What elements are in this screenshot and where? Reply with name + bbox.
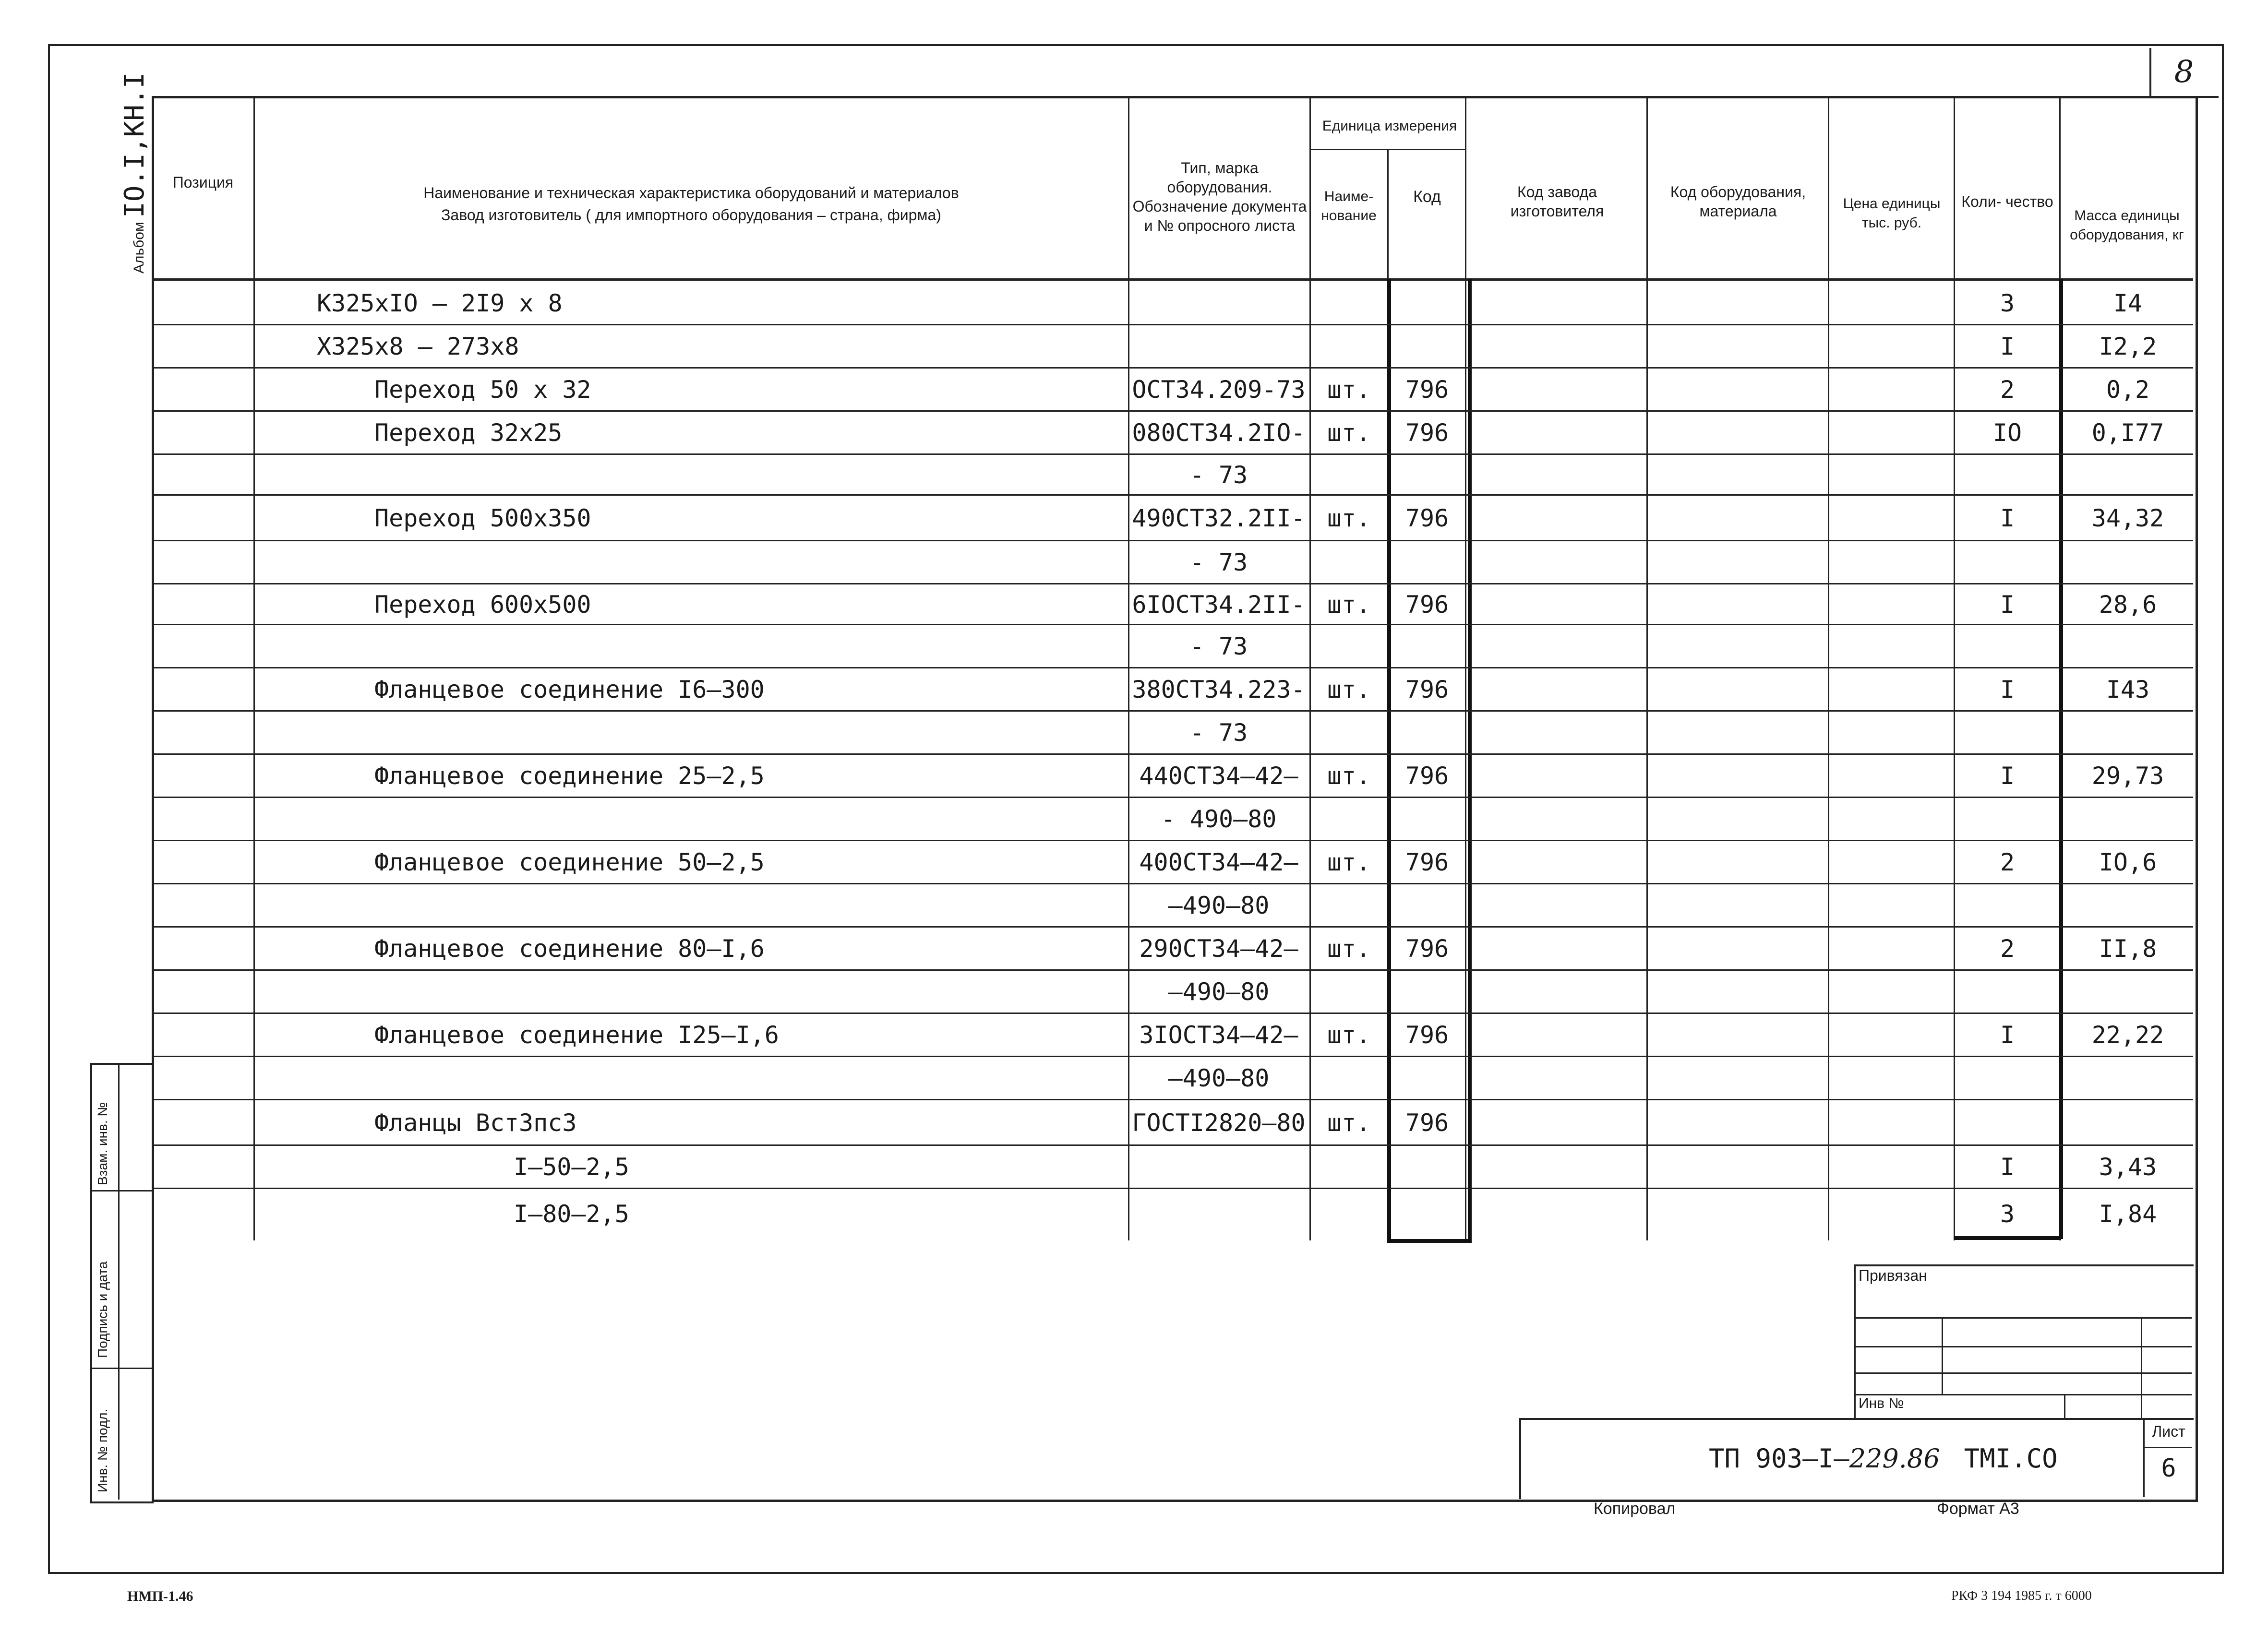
row-name: Фланцевое соединение 25–2,5 — [374, 762, 765, 790]
row-mass: 3,43 — [2099, 1153, 2157, 1181]
row-mass: 0,I77 — [2091, 419, 2164, 447]
row-mass: I43 — [2106, 676, 2150, 703]
row-qty: I — [2000, 676, 2015, 703]
row-unit: шт. — [1327, 848, 1371, 876]
header-name-1: Наименование и техническая характеристика оборудований и материалов — [423, 184, 959, 202]
privyazan-label: Привязан — [1859, 1267, 1927, 1284]
row-unit-code: 796 — [1405, 935, 1449, 963]
header-plant-code: Код завода изготовителя — [1510, 183, 1604, 220]
row-unit-code: 796 — [1405, 590, 1449, 619]
row-type: - 73 — [1189, 632, 1248, 660]
row-type: 6IОСТ34.2II- — [1132, 590, 1306, 619]
row-unit-code: 796 — [1405, 419, 1449, 447]
bold-qty-bottom — [1954, 1236, 2061, 1240]
row-separator — [152, 540, 2193, 541]
row-separator — [152, 797, 2193, 798]
row-type: 400СТ34–42– — [1139, 848, 1298, 876]
album-label-prefix: Альбом — [131, 222, 147, 274]
row-mass: 29,73 — [2091, 762, 2164, 790]
row-separator — [152, 710, 2193, 712]
list-number: 6 — [2161, 1454, 2176, 1483]
row-unit: шт. — [1327, 762, 1371, 790]
row-unit: шт. — [1327, 935, 1371, 963]
header-name-2: Завод изготовитель ( для импортного оборудования – страна, фирма) — [441, 206, 941, 224]
row-unit-code: 796 — [1405, 848, 1449, 876]
row-type: - 490–80 — [1161, 805, 1277, 833]
row-separator — [152, 494, 2193, 496]
row-mass: 34,32 — [2091, 504, 2164, 532]
row-name: К325хIО – 2I9 х 8 — [317, 289, 563, 317]
row-unit-code: 796 — [1405, 376, 1449, 404]
row-unit: шт. — [1327, 1021, 1371, 1049]
row-type: 380СТ34.223- — [1132, 676, 1306, 703]
row-mass: 0,2 — [2106, 376, 2150, 404]
row-separator — [152, 883, 2193, 884]
row-mass: II,8 — [2099, 935, 2157, 963]
row-unit: шт. — [1327, 504, 1371, 532]
row-qty: 3 — [2000, 1200, 2015, 1228]
row-type: - 73 — [1189, 548, 1248, 576]
row-separator — [152, 324, 2193, 325]
header-qty: Коли- чество — [1961, 193, 2053, 210]
row-type: 490СТ32.2II- — [1132, 504, 1306, 532]
title-block-list-line — [2143, 1447, 2192, 1448]
row-unit-code: 796 — [1405, 676, 1449, 703]
header-price: Цена единицы тыс. руб. — [1843, 196, 1941, 231]
side-stamp-divider — [118, 1063, 120, 1500]
row-name: Фланцевое соединение I6–300 — [374, 676, 765, 703]
row-mass: I2,2 — [2099, 333, 2157, 360]
header-equip-code: Код оборудования, материала — [1670, 183, 1806, 220]
row-qty: 2 — [2000, 935, 2015, 963]
footer-left: НМП-1.46 — [127, 1588, 193, 1604]
row-type: –490–80 — [1168, 1064, 1270, 1092]
row-separator — [152, 624, 2193, 625]
row-unit: шт. — [1327, 1108, 1371, 1137]
side-stamp-line-1 — [90, 1190, 152, 1191]
unit-sub-line — [1309, 149, 1465, 150]
row-unit: шт. — [1327, 590, 1371, 619]
header-type: Тип, марка оборудования. Обозначение документа и № опросного листа — [1132, 159, 1307, 234]
row-qty: I — [2000, 590, 2015, 619]
doc-code — [1709, 1443, 2058, 1474]
header-unit-name: Наиме- нование — [1321, 189, 1377, 224]
row-type: –490–80 — [1168, 892, 1270, 919]
row-name: Фланцевое соединение 80–I,6 — [374, 935, 765, 963]
row-type: 080СТ34.2IО- — [1132, 419, 1306, 447]
row-name: Фланцы ВстЗпсЗ — [374, 1108, 577, 1137]
row-name: Переход 600х500 — [374, 590, 591, 619]
album-label — [119, 72, 150, 274]
row-separator — [152, 1188, 2193, 1189]
row-separator — [152, 453, 2193, 455]
row-mass: 28,6 — [2099, 590, 2157, 619]
row-unit-code: 796 — [1405, 1108, 1449, 1137]
row-type: 440СТ34–42– — [1139, 762, 1298, 790]
row-name: Фланцевое соединение I25–I,6 — [374, 1021, 779, 1049]
row-mass: 22,22 — [2091, 1021, 2164, 1049]
row-qty: I — [2000, 1153, 2015, 1181]
privyazan-block — [1854, 1264, 2194, 1420]
privyazan-col-3 — [2064, 1394, 2065, 1418]
row-unit: шт. — [1327, 676, 1371, 703]
row-qty: I — [2000, 1021, 2015, 1049]
side-inv-no: Инв. № подл. — [95, 1408, 110, 1492]
row-unit-code: 796 — [1405, 1021, 1449, 1049]
footer-right: РКФ 3 194 1985 г. т 6000 — [1951, 1588, 2092, 1603]
row-qty: I — [2000, 504, 2015, 532]
doc-code-hand: 229.86 — [1849, 1443, 1940, 1474]
row-separator — [152, 1099, 2193, 1100]
row-separator — [152, 410, 2193, 412]
row-type: 3IОСТ34–42– — [1139, 1021, 1298, 1049]
row-name: Переход 50 х 32 — [374, 376, 591, 404]
row-separator — [152, 1144, 2193, 1146]
row-qty: 3 — [2000, 289, 2015, 317]
album-code: IO.I,КН.I — [119, 72, 150, 218]
row-mass: IО,6 — [2099, 848, 2157, 876]
row-name: I–80–2,5 — [514, 1200, 629, 1228]
row-unit-code: 796 — [1405, 762, 1449, 790]
doc-code-suffix: ТМI.СО — [1964, 1443, 2058, 1474]
row-separator — [152, 1056, 2193, 1057]
row-qty: I — [2000, 333, 2015, 360]
row-mass: I,84 — [2099, 1200, 2157, 1228]
side-stamp-line-2 — [90, 1368, 152, 1369]
row-separator — [152, 1013, 2193, 1014]
row-qty: I — [2000, 762, 2015, 790]
header-bottom-line — [152, 278, 2193, 281]
side-vzam: Взам. инв. № — [95, 1102, 110, 1185]
row-name: Переход 500х350 — [374, 504, 591, 532]
row-qty: 2 — [2000, 848, 2015, 876]
row-name: Х325х8 – 273х8 — [317, 333, 519, 360]
header-position: Позиция — [172, 174, 234, 191]
doc-code-prefix: ТП 903–I– — [1709, 1443, 1849, 1474]
row-unit: шт. — [1327, 376, 1371, 404]
row-type: 290СТ34–42– — [1139, 935, 1298, 963]
row-mass: I4 — [2113, 289, 2143, 317]
privyazan-col-1 — [1942, 1317, 1943, 1394]
row-name: Фланцевое соединение 50–2,5 — [374, 848, 765, 876]
row-unit: шт. — [1327, 419, 1371, 447]
row-separator — [152, 753, 2193, 755]
format-label: Формат А3 — [1937, 1500, 2019, 1518]
stamp-inv-label: Инв № — [1859, 1395, 1904, 1411]
row-unit-code: 796 — [1405, 504, 1449, 532]
bold-mass-block — [2059, 279, 2064, 1239]
row-type: ГОСТI2820–80 — [1132, 1108, 1306, 1137]
row-separator — [152, 969, 2193, 971]
side-sign-date: Подпись и дата — [95, 1261, 110, 1358]
sheet-mark: 8 — [2174, 54, 2194, 90]
row-separator — [152, 367, 2193, 369]
row-type: - 73 — [1189, 461, 1248, 489]
title-block-list-divider — [2143, 1418, 2145, 1497]
row-name: Переход 32х25 — [374, 419, 563, 447]
row-separator — [152, 667, 2193, 668]
row-qty: IО — [1992, 419, 2022, 447]
header-mass: Масса единицы оборудования, кг — [2070, 208, 2184, 243]
row-separator — [152, 926, 2193, 928]
row-type: - 73 — [1189, 719, 1248, 747]
row-type: –490–80 — [1168, 978, 1270, 1006]
list-label: Лист — [2152, 1423, 2185, 1440]
privyazan-col-2 — [2141, 1317, 2142, 1418]
header-unit-code: Код — [1413, 188, 1441, 206]
row-type: ОСТ34.209-73 — [1132, 376, 1306, 404]
row-separator — [152, 583, 2193, 584]
row-separator — [152, 840, 2193, 841]
header-unit: Единица измерения — [1322, 118, 1457, 134]
row-qty: 2 — [2000, 376, 2015, 404]
row-name: I–50–2,5 — [514, 1153, 629, 1181]
copied-label: Копировал — [1594, 1500, 1676, 1518]
